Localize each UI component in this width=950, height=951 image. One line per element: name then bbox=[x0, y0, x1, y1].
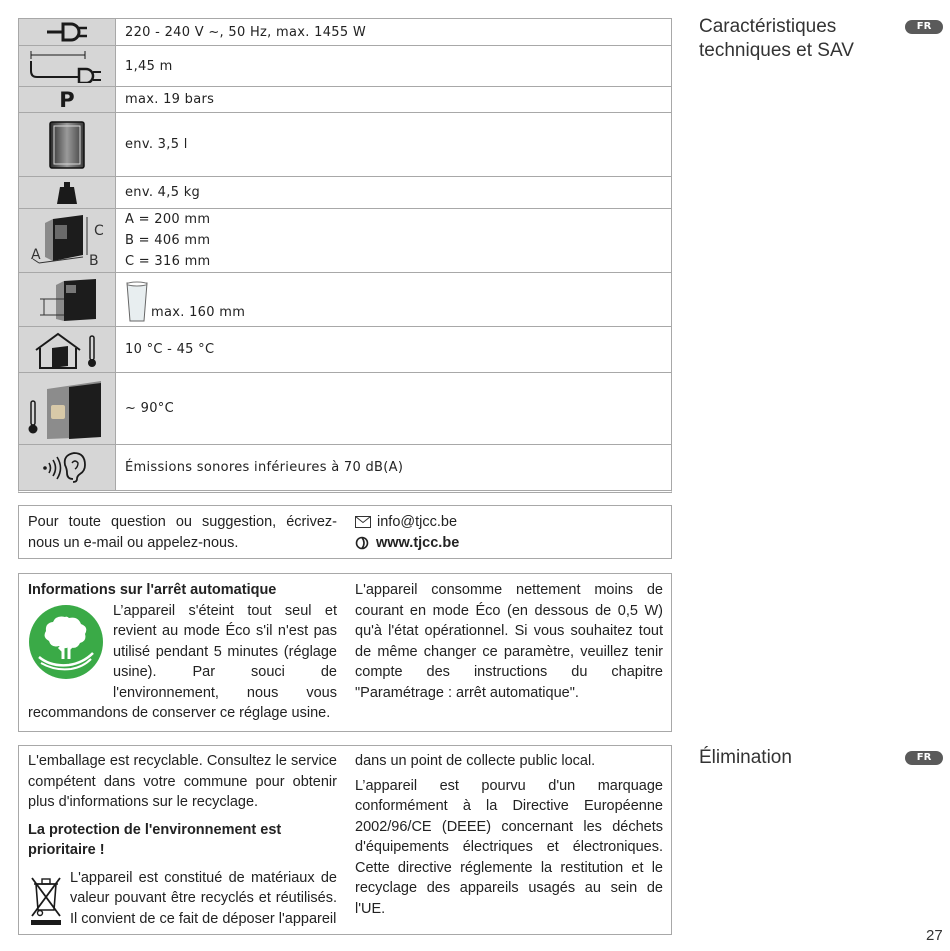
spec-value-noise: Émissions sonores inférieures à 70 dB(A) bbox=[125, 460, 404, 475]
contact-box bbox=[18, 505, 672, 559]
disposal-appliance-paragraph bbox=[28, 868, 337, 930]
spec-row-cup-height bbox=[19, 273, 671, 327]
weight-icon bbox=[19, 177, 116, 208]
water-tank-icon bbox=[19, 113, 116, 176]
packaging-text: L'emballage est recyclable. Consultez le service compétent dans votre commune pour obtenir plus d'informations sur le recyclage. bbox=[28, 753, 337, 810]
spec-value-power: 220 - 240 V ~, 50 Hz, max. 1455 W bbox=[125, 24, 366, 40]
plug-icon bbox=[19, 19, 116, 45]
email-link[interactable]: info@tjcc.be bbox=[377, 514, 458, 530]
auto-off-left-column bbox=[28, 580, 337, 724]
weee-directive-text: L’appareil est pourvu d'un marquage conformément à la Directive Européenne 2002/96/CE (DEEE) concernant les déchets d'équipements électriques et électroniques. Cette directive réglemente la restitution et le recyclage des appareils usagés au sein de l'UE. bbox=[355, 777, 663, 917]
disposal-section-title: Élimination bbox=[699, 747, 792, 768]
glass-icon bbox=[125, 281, 149, 323]
spec-row-cable-length bbox=[19, 46, 671, 87]
email-line bbox=[355, 512, 655, 533]
auto-off-left-text: L’appareil s'éteint tout seul et revient au mode Éco s'il n'est pas utilisé pendant 5 minutes (réglage usine). Par souci de l'environnement, nous vous recommandons de conserver ce réglage usine. bbox=[28, 602, 337, 721]
contact-details bbox=[355, 512, 655, 553]
spec-row-weight bbox=[19, 177, 671, 209]
spec-value-ambient-temperature: 10 °C - 45 °C bbox=[125, 342, 215, 357]
specifications-table bbox=[18, 18, 672, 493]
language-badge-fr-disposal: FR bbox=[905, 751, 943, 765]
ear-sound-icon bbox=[19, 445, 116, 490]
website-link[interactable]: www.tjcc.be bbox=[376, 534, 460, 551]
envelope-icon bbox=[355, 516, 371, 528]
web-globe-icon bbox=[355, 536, 369, 550]
pressure-p-icon: P bbox=[19, 87, 116, 112]
page-number: 27 bbox=[926, 927, 943, 944]
auto-off-right-text: L'appareil consomme nettement moins de courant en mode Éco (en dessous de 0,5 W) qu'à l'état opérationnel. Si vous souhaitez tout de même changer ce paramètre, veuillez tenir compte des instructions du chapitre "Paramétrage : arrêt automatique". bbox=[355, 582, 663, 701]
collection-point-text: dans un point de collecte public local. bbox=[355, 753, 596, 769]
disposal-left-column bbox=[28, 751, 337, 929]
spec-value-weight: env. 4,5 kg bbox=[125, 185, 201, 200]
spec-row-pressure bbox=[19, 87, 671, 113]
spec-row-dimensions bbox=[19, 209, 671, 273]
crossed-bin-icon bbox=[28, 874, 66, 926]
website-line bbox=[355, 533, 655, 554]
auto-off-title: Informations sur l'arrêt automatique bbox=[28, 582, 277, 598]
spec-row-water-tank bbox=[19, 113, 671, 177]
spec-value-dimensions: A = 200 mm B = 406 mm C = 316 mm bbox=[125, 212, 211, 269]
disposal-right-column bbox=[355, 751, 663, 919]
language-badge-fr: FR bbox=[905, 20, 943, 34]
spec-value-water-tank: env. 3,5 l bbox=[125, 137, 188, 152]
spec-row-noise bbox=[19, 445, 671, 490]
cable-length-icon bbox=[19, 46, 116, 86]
disposal-box bbox=[18, 745, 672, 935]
coffee-temperature-icon bbox=[19, 373, 116, 444]
ambient-temperature-icon bbox=[19, 327, 116, 372]
auto-off-box bbox=[18, 573, 672, 732]
spec-value-cable-length: 1,45 m bbox=[125, 58, 173, 74]
spec-row-ambient-temperature bbox=[19, 327, 671, 373]
spec-value-pressure: max. 19 bars bbox=[125, 92, 215, 107]
spec-value-cup-height: max. 160 mm bbox=[116, 273, 245, 326]
spec-value-coffee-temperature: ~ 90°C bbox=[125, 401, 174, 416]
machine-cup-height-icon bbox=[19, 273, 116, 326]
environment-priority-text: La protection de l'environnement est prioritaire ! bbox=[28, 821, 282, 858]
appliance-recycling-text: L'appareil est constitué de matériaux de valeur pouvant être recyclés et réutilisés. Il convient de ce fait de déposer l'appareil bbox=[70, 869, 337, 927]
spec-row-power bbox=[19, 19, 671, 46]
eco-tree-hand-icon bbox=[27, 603, 107, 685]
dimensions-icon: A B C bbox=[19, 209, 116, 272]
spec-row-coffee-temperature bbox=[19, 373, 671, 445]
contact-text: Pour toute question ou suggestion, écrivez-nous un e-mail ou appelez-nous. bbox=[28, 514, 337, 551]
specs-section-title: Caractéristiques techniques et SAV bbox=[699, 16, 854, 61]
